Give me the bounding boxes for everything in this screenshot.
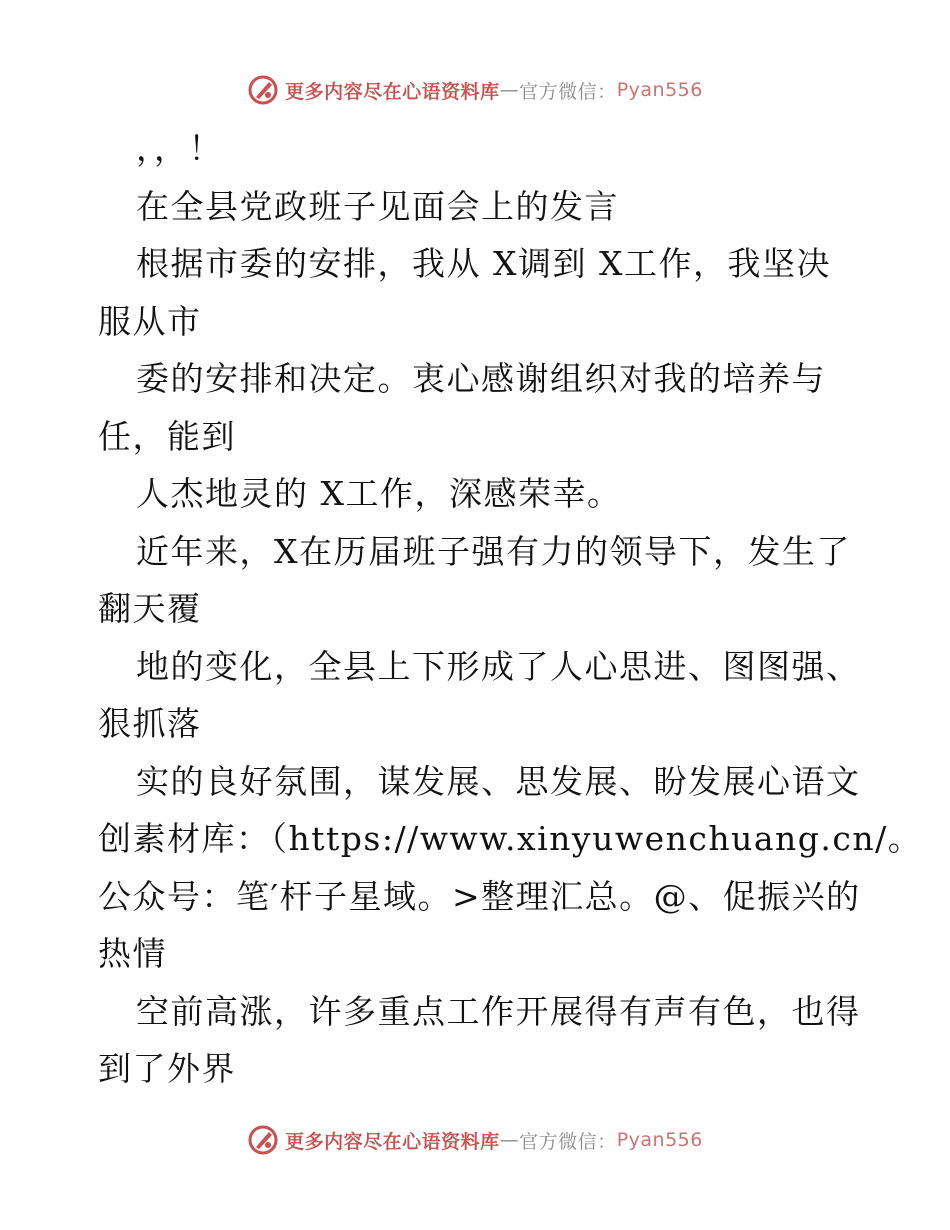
watermark-main-text: 更多内容尽在心语资料库 [285,80,500,103]
watermark-label: 官方微信： [519,80,617,103]
text-line: 地的变化，全县上下形成了人心思进、图图强、 [136,646,861,686]
document-body [98,120,923,1098]
text-line: 空前高涨，许多重点工作开展得有声有色，也得 [136,991,861,1031]
watermark-account: Pyan556 [616,79,703,101]
header-watermark [0,70,950,110]
document-title: 在全县党政班子见面会上的发言 [136,186,619,226]
text-line: 实的良好氛围，谋发展、思发展、盼发展心语文 [136,761,861,801]
watermark-label: 官方微信： [519,1130,617,1153]
text-line: 人杰地灵的 X工作，深感荣幸。 [136,474,622,513]
logo-icon [247,1124,279,1156]
text-line: 狠抓落 [98,704,202,743]
text-line: 公众号：笔′杆子星域。>整理汇总。@、促振兴的 [98,876,861,916]
footer-watermark [0,1120,950,1160]
watermark-account: Pyan556 [616,1129,703,1151]
logo-icon [247,74,279,106]
text-line: 服从市 [98,301,202,341]
text-line: 热情 [98,934,167,973]
text-line: 委的安排和决定。衷心感谢组织对我的培养与 [136,359,826,398]
text-line: 创素材库：（https://www.xinyuwenchuang.cn/。 [98,819,923,858]
watermark-separator: — [499,79,520,101]
watermark-separator: — [499,1129,520,1151]
text-line: 到了外界 [98,1049,236,1088]
text-line: 任，能到 [98,416,236,456]
watermark-main-text: 更多内容尽在心语资料库 [285,1130,500,1153]
text-line: 翻天覆 [98,589,202,628]
text-line: ，，！ [136,129,223,168]
text-line: 近年来，X在历届班子强有力的领导下，发生了 [136,531,851,571]
text-line: 根据市委的安排，我从 X调到 X工作，我坚决 [136,244,831,283]
